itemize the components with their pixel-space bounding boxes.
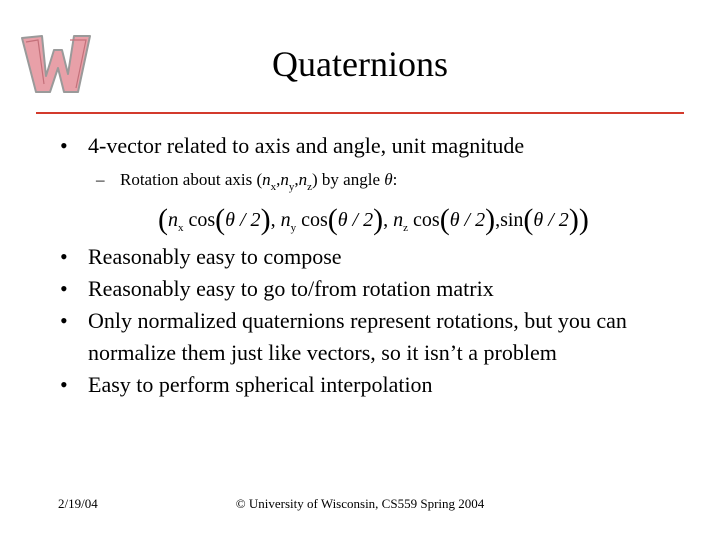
footer-copyright: © University of Wisconsin, CS559 Spring 2004 — [235, 496, 485, 511]
footer-date: 2/19/04 — [58, 496, 98, 511]
sub-bullet-text: Rotation about axis $(n_x,n_y,n_z)$ by angle θ: — [120, 170, 398, 193]
slide-title: Quaternions — [272, 44, 448, 84]
bullet-item — [60, 273, 660, 305]
bullet-text: Reasonably easy to go to/from rotation matrix — [88, 276, 494, 301]
sub-bullet-item — [60, 166, 660, 201]
bullet-item — [60, 369, 660, 401]
bullet-icon: • — [60, 372, 68, 397]
bullet-text: Only normalized quaternions represent rotations, but you can normalize them just like vectors, so it isn’t a problem — [88, 308, 627, 365]
bullet-item — [60, 130, 660, 162]
quaternion-formula: ($n_x$ cos(θ / 2), $n_y$ cos(θ / 2), $n_z$ cos(θ / 2),sin(θ / 2)) — [158, 203, 589, 236]
bullet-text: Easy to perform spherical interpolation — [88, 372, 433, 397]
bullet-text: 4-vector related to axis and angle, unit magnitude — [88, 133, 525, 158]
bullet-icon: • — [60, 133, 68, 158]
title-divider — [36, 112, 684, 114]
bullet-icon: • — [60, 244, 68, 269]
bullet-text: Reasonably easy to compose — [88, 244, 342, 269]
bullet-list — [60, 130, 660, 401]
bullet-icon: • — [60, 308, 68, 333]
bullet-item — [60, 241, 660, 273]
bullet-icon: • — [60, 276, 68, 301]
dash-icon: – — [96, 170, 105, 189]
bullet-item — [60, 305, 660, 369]
